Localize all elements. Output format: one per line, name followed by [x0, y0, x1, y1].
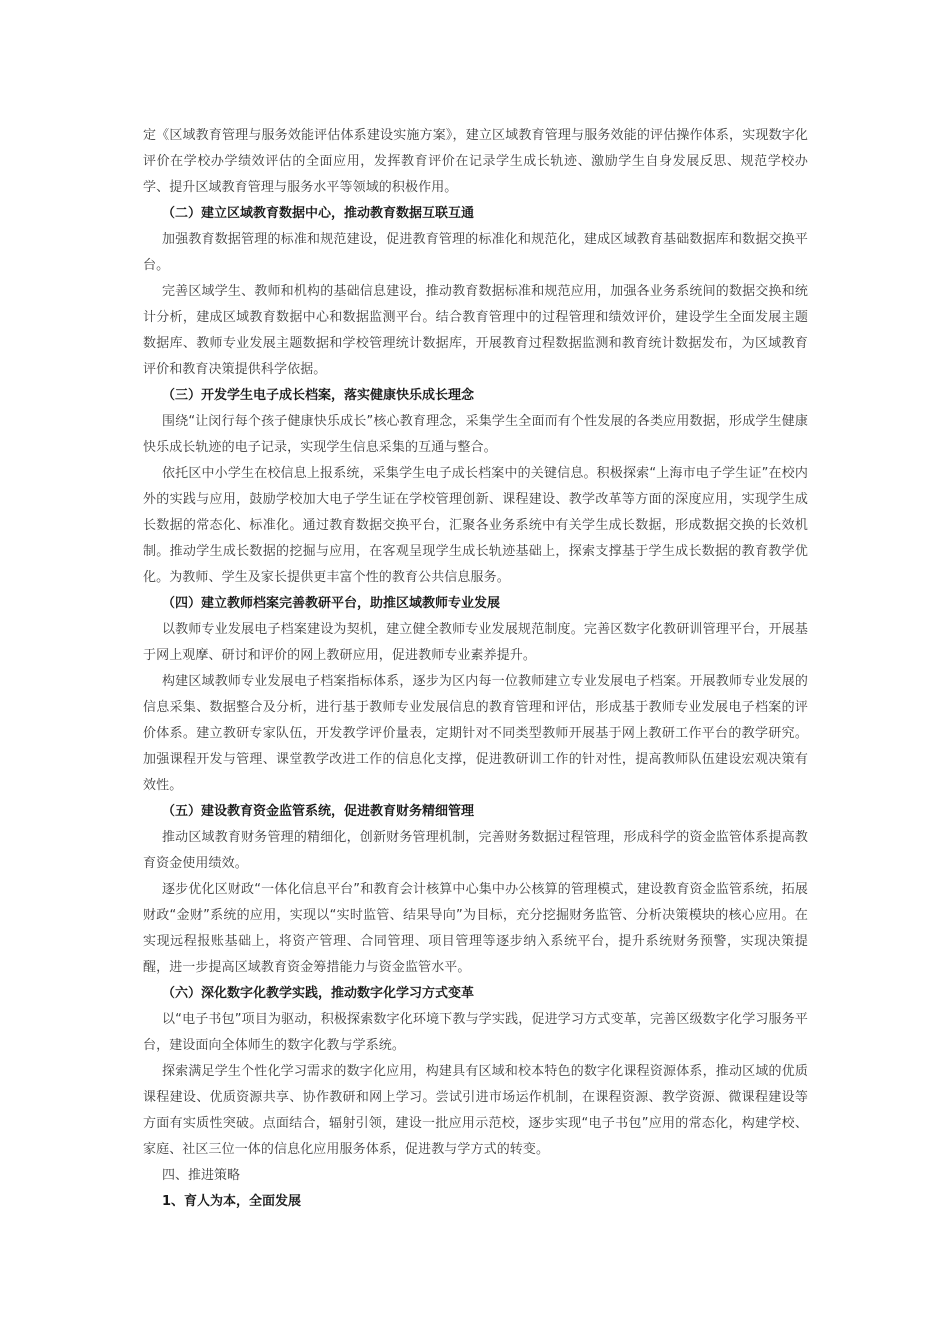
paragraph: 围绕“让闵行每个孩子健康快乐成长”核心教育理念，采集学生全面而有个性发展的各类应用数据，形成学生健康快乐成长轨迹的电子记录，实现学生信息采集的互通与整合。 [143, 414, 808, 455]
paragraph: 推动区域教育财务管理的精细化，创新财务管理机制，完善财务数据过程管理，形成科学的资金监管体系提高教育资金使用绩效。 [143, 830, 808, 871]
subsection-heading: 1、育人为本，全面发展 [162, 1194, 302, 1209]
document-body [143, 123, 808, 1215]
paragraph: 以“电子书包”项目为驱动，积极探索数字化环境下教与学实践，促进学习方式变革，完善区级数字化学习服务平台，建设面向全体师生的数字化教与学系统。 [143, 1012, 808, 1053]
paragraph: 逐步优化区财政“一体化信息平台”和教育会计核算中心集中办公核算的管理模式，建设教育资金监管系统，拓展财政“金财”系统的应用，实现以“实时监管、结果导向”为目标，充分挖掘财务监管、分析决策模块的核心应用。在实现远程报账基础上，将资产管理、合同管理、项目管理等逐步纳入系统平台，提升系统财务预警，实现决策提醒，进一步提高区域教育资金筹措能力与资金监管水平。 [143, 882, 808, 975]
section-heading-3: （三）开发学生电子成长档案，落实健康快乐成长理念 [162, 388, 475, 403]
section-heading-5: （五）建设教育资金监管系统，促进教育财务精细管理 [162, 804, 475, 819]
paragraph-intro-continued: 定《区域教育管理与服务效能评估体系建设实施方案》，建立区域教育管理与服务效能的评估操作体系，实现数字化评价在学校办学绩效评估的全面应用，发挥教育评价在记录学生成长轨迹、激励学生自身发展反思、规范学校办学、提升区域教育管理与服务水平等领域的积极作用。 [143, 128, 808, 195]
section-heading-4: （四）建立教师档案完善教研平台，助推区域教师专业发展 [162, 596, 501, 611]
paragraph: 探索满足学生个性化学习需求的数字化应用，构建具有区域和校本特色的数字化课程资源体系，推动区域的优质课程建设、优质资源共享、协作教研和网上学习。尝试引进市场运作机制，在课程资源、教学资源、微课程建设等方面有实质性突破。点面结合，辐射引领，建设一批应用示范校，逐步实现“电子书包”应用的常态化，构建学校、家庭、社区三位一体的信息化应用服务体系，促进教与学方式的转变。 [143, 1064, 808, 1157]
section-heading-2: （二）建立区域教育数据中心，推动教育数据互联互通 [162, 206, 475, 221]
chapter-heading: 四、推进策略 [162, 1168, 241, 1183]
paragraph: 完善区域学生、教师和机构的基础信息建设，推动教育数据标准和规范应用，加强各业务系统间的数据交换和统计分析，建成区域教育数据中心和数据监测平台。结合教育管理中的过程管理和绩效评价，建设学生全面发展主题数据库、教师专业发展主题数据和学校管理统计数据库，开展教育过程数据监测和教育统计数据发布，为区域教育评价和教育决策提供科学依据。 [143, 284, 808, 377]
paragraph: 依托区中小学生在校信息上报系统，采集学生电子成长档案中的关键信息。积极探索“上海市电子学生证”在校内外的实践与应用，鼓励学校加大电子学生证在学校管理创新、课程建设、教学改革等方面的深度应用，实现学生成长数据的常态化、标准化。通过教育数据交换平台，汇聚各业务系统中有关学生成长数据，形成数据交换的长效机制。推动学生成长数据的挖掘与应用，在客观呈现学生成长轨迹基础上，探索支撑基于学生成长数据的教育教学优化。为教师、学生及家长提供更丰富个性的教育公共信息服务。 [143, 466, 808, 585]
section-heading-6: （六）深化数字化教学实践，推动数字化学习方式变革 [162, 986, 475, 1001]
paragraph: 构建区域教师专业发展电子档案指标体系，逐步为区内每一位教师建立专业发展电子档案。开展教师专业发展的信息采集、数据整合及分析，进行基于教师专业发展信息的教育管理和评估，形成基于教师专业发展电子档案的评价体系。建立教研专家队伍，开发教学评价量表，定期针对不同类型教师开展基于网上教研工作平台的教学研究。加强课程开发与管理、课堂教学改进工作的信息化支撑，促进教研训工作的针对性，提高教师队伍建设宏观决策有效性。 [143, 674, 808, 793]
paragraph: 以教师专业发展电子档案建设为契机，建立健全教师专业发展规范制度。完善区数字化教研训管理平台，开展基于网上观摩、研讨和评价的网上教研应用，促进教师专业素养提升。 [143, 622, 808, 663]
paragraph: 加强教育数据管理的标准和规范建设，促进教育管理的标准化和规范化，建成区域教育基础数据库和数据交换平台。 [143, 232, 808, 273]
